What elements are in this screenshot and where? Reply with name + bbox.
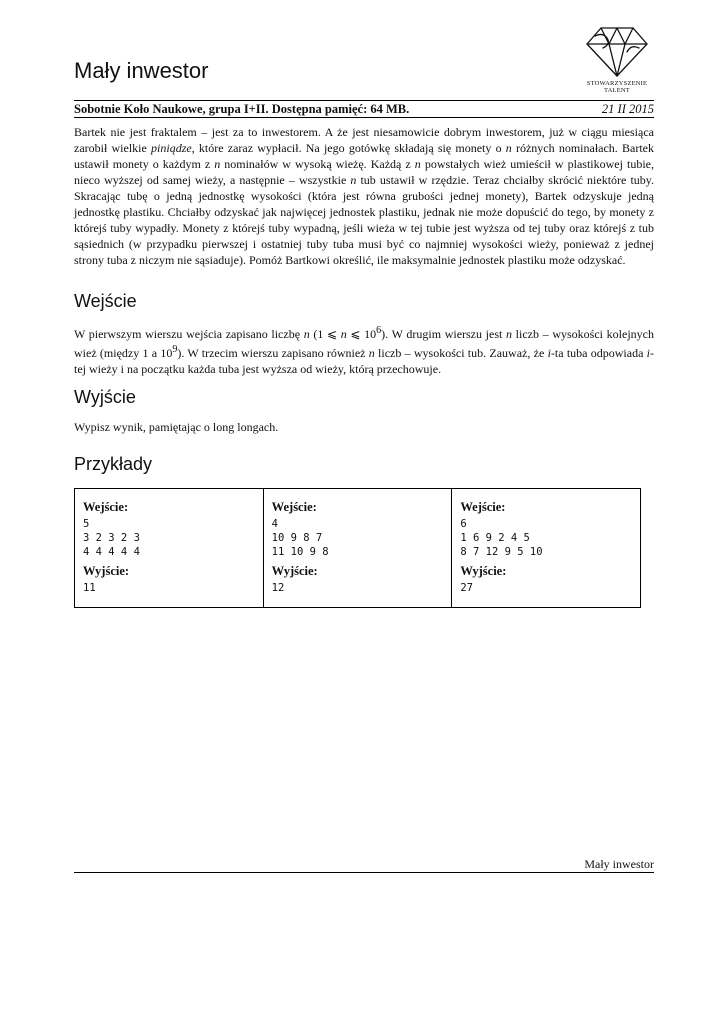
examples-heading: Przykłady [74,454,153,474]
input-var: n [340,327,347,341]
logo-text-line1: STOWARZYSZENIE [586,80,648,87]
example-output-label: Wyjście: [83,564,130,578]
example-input: 5 3 2 3 2 3 4 4 4 4 4 [83,518,140,558]
example-output: 27 [460,582,473,594]
page-title: Mały inwestor [74,58,209,83]
input-description [74,323,654,377]
input-text: (1 ⩽ [309,327,341,341]
input-var: n [303,327,310,341]
input-exponent: 6 [376,325,382,336]
example-output: 12 [271,582,285,594]
example-input: 6 1 6 9 2 4 5 8 7 12 9 5 10 [460,518,543,558]
input-text: ). W trzecim wierszu zapisano również [177,346,369,360]
input-var: i [646,346,651,360]
intro-italic-word: piniądze [151,141,192,155]
task-date: 21 II 2015 [601,102,654,116]
input-text: -tej wieży i na początku każda tuba jest wyższa od wieży, którą przechowuje. [74,346,655,376]
example-output-label: Wyjście: [460,564,507,578]
input-var: i [547,346,551,360]
example-input: 4 10 9 8 7 11 10 9 8 [271,518,329,558]
input-heading: Wejście [74,291,137,311]
output-heading: Wyjście [74,387,136,407]
example-cell [75,489,263,607]
intro-text: nominałów w wysoką wieżę. Każdą z [220,157,415,171]
intro-text: , które zaraz wypłacił. Na jego gotówkę składają się monety o [191,141,506,155]
intro-text: Bartek nie jest fraktalem – jest za to inwestorem. A że jest niesamowicie dobrym inwestorem, już w ciągu miesiąca zarobił wielkie [74,125,654,155]
task-header-bar [74,100,654,118]
example-output-label: Wyjście: [271,564,318,578]
footer-rule [74,872,654,873]
problem-statement [74,124,654,268]
example-input-label: Wejście: [271,500,317,514]
intro-var: n [350,173,357,187]
example-input-label: Wejście: [460,500,506,514]
intro-text: powstałych wież umieścił w plastikowej tubie, nieco wyższej od samej wieży, a następnie – wszystkie [74,157,654,187]
talent-logo [577,22,657,98]
example-cell [451,489,640,607]
input-exponent: 9 [172,344,178,355]
input-var: n [368,346,375,360]
input-text: liczb – wysokości tub. Zauważ, że [374,346,548,360]
intro-var: n [505,141,512,155]
page [74,0,654,1024]
examples-table [74,488,641,608]
input-var: n [506,327,513,341]
input-text: -ta tuba odpowiada [550,346,647,360]
diamond-logo-icon [583,22,651,80]
intro-text: tub ustawił w rzędzie. Teraz chciałby skrócić niektóre tuby. Skracając tubę o jedną jednostkę wysokości (która jest równa grubości jednej monety), Bartek odzyskuje jedną jednostkę plastiku. Chciałby odzyskać jak najwięcej jednostek plastiku, jednak nie może dopuścić do tego, by monety z którejś tuby wypadły. Monety z którejś tuby wypadną, jeśli wieża w tej tubie jest wyższa od tej tuby oraz którejś z tub sąsiednich (w przypadku pierwszej i ostatniej tuby tuba musi być co najmniej wysokości wieży, ponieważ z jednej strony tuba z niczym nie sąsiaduje). Pomóż Bartkowi określić, ile maksymalnie jednostek plastiku może odzyskać. [74,173,654,267]
input-text: ⩽ 10 [346,327,377,341]
example-cell [263,489,452,607]
input-text: W pierwszym wierszu wejścia zapisano liczbę [74,327,304,341]
intro-var: n [414,157,421,171]
logo-text-line2: TALENT [604,87,630,94]
input-text: ). W drugim wierszu jest [381,327,507,341]
intro-var: n [214,157,221,171]
output-description: Wypisz wynik, pamiętając o long longach. [74,420,279,434]
input-text: liczb – wysokości kolejnych wież (między 1 a 10 [74,327,654,360]
intro-text: różnych nominałach. Bartek ustawił monety o każdym z [74,141,654,171]
example-output: 11 [83,582,96,594]
example-input-label: Wejście: [83,500,129,514]
task-header-info: Sobotnie Koło Naukowe, grupa I+II. Dostępna pamięć: 64 MB. [74,102,410,116]
page-footer: Mały inwestor [584,857,654,871]
